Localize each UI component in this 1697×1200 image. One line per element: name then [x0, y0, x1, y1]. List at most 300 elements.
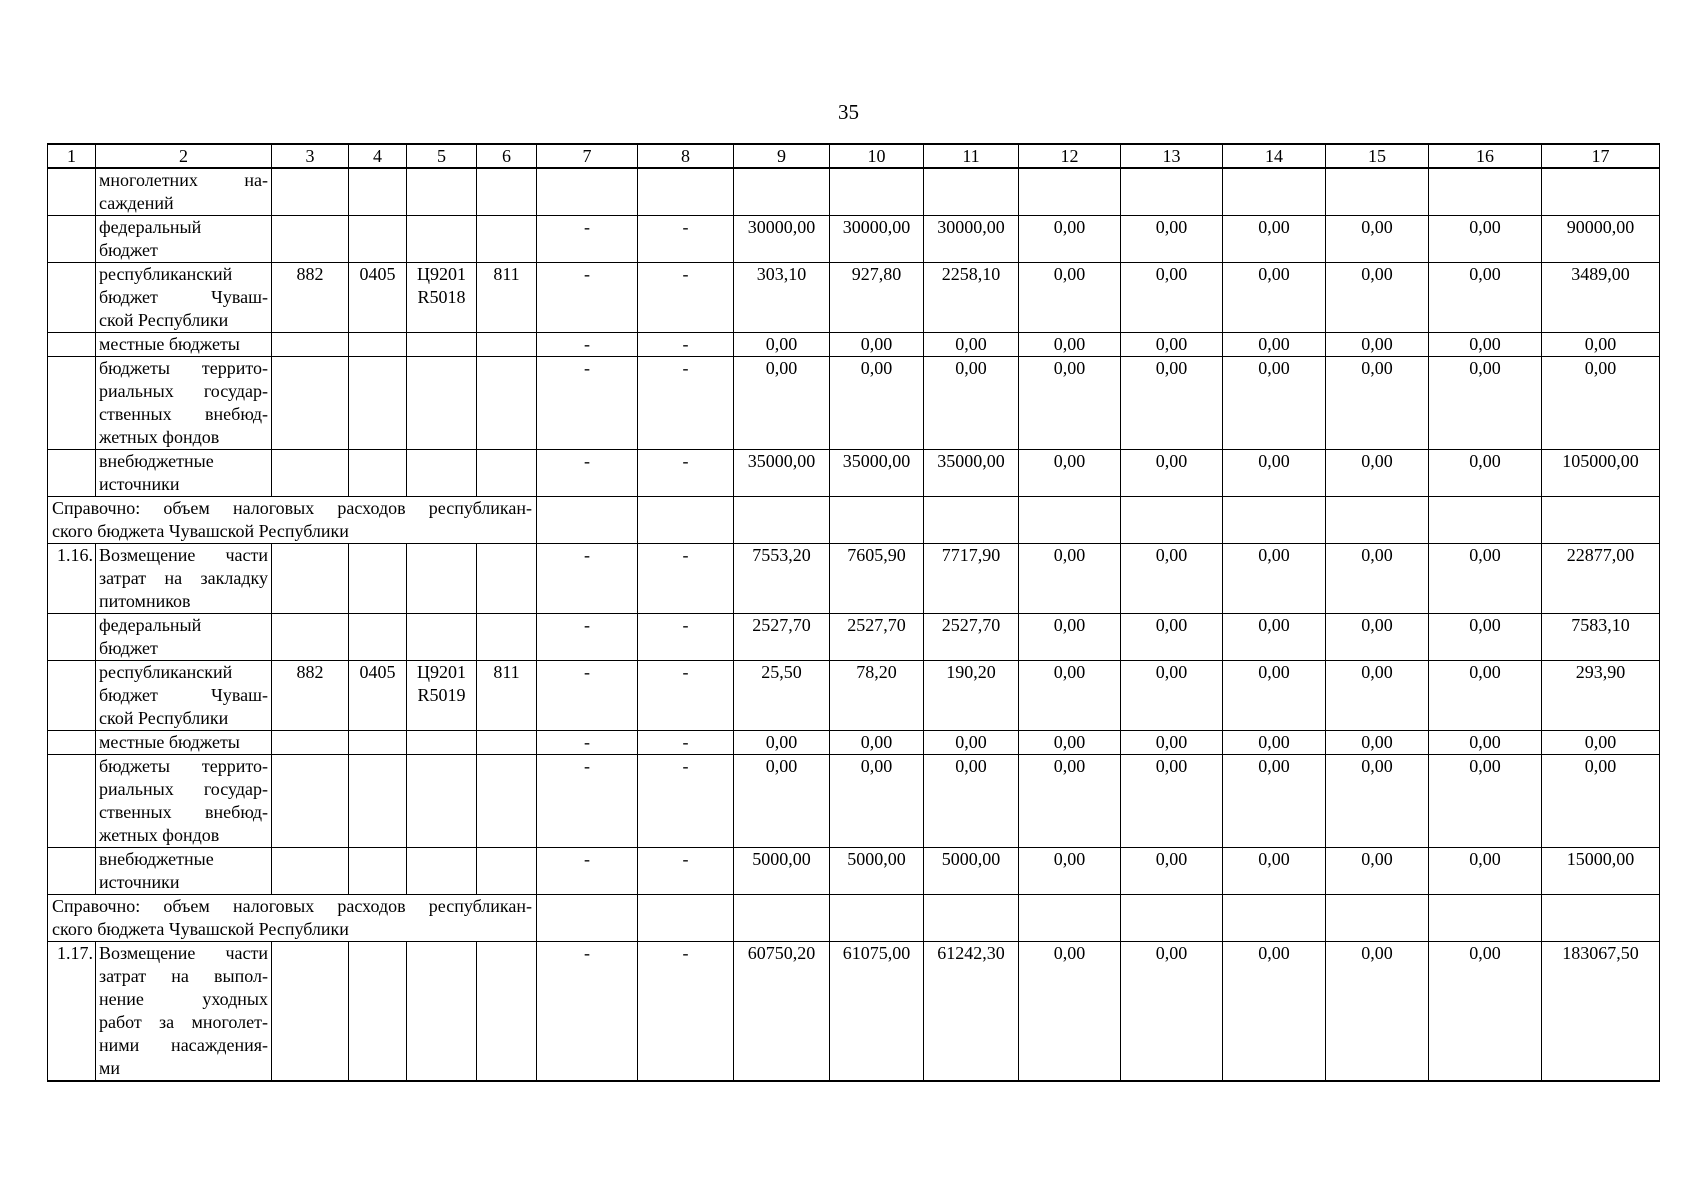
section-code — [349, 942, 407, 1082]
row-index — [48, 731, 96, 755]
row-label-line: ской Республики — [99, 708, 229, 728]
column-number: 1 — [48, 144, 96, 168]
ministry-code — [272, 450, 349, 497]
ministry-code — [272, 755, 349, 848]
table-row — [48, 942, 1660, 1082]
target-article-code — [407, 942, 477, 1082]
amount-cell — [1326, 168, 1429, 216]
amount-cell: 293,90 — [1542, 661, 1660, 731]
amount-cell: 0,00 — [1429, 755, 1542, 848]
row-index — [48, 450, 96, 497]
period-2020: - — [638, 263, 734, 333]
period-2020: - — [638, 357, 734, 450]
section-code — [349, 731, 407, 755]
amount-cell: 0,00 — [1121, 614, 1223, 661]
amount-cell: 0,00 — [924, 755, 1019, 848]
row-label-line: питомников — [99, 591, 191, 611]
amount-cell: 0,00 — [1223, 942, 1326, 1082]
column-number-row — [48, 144, 1660, 168]
amount-cell: 7583,10 — [1542, 614, 1660, 661]
target-article-code — [407, 731, 477, 755]
row-label-line: ственных внебюд- — [99, 404, 268, 424]
amount-cell — [830, 168, 924, 216]
amount-cell: 7605,90 — [830, 544, 924, 614]
amount-cell: 0,00 — [1326, 614, 1429, 661]
column-number: 4 — [349, 144, 407, 168]
reference-note — [48, 497, 537, 544]
expense-type-code — [477, 848, 537, 895]
target-article-code-line: Ц9201 — [417, 662, 466, 682]
section-code — [349, 755, 407, 848]
period-2020: - — [638, 450, 734, 497]
amount-cell: 0,00 — [1121, 755, 1223, 848]
period-2020: - — [638, 848, 734, 895]
amount-cell: 0,00 — [1121, 450, 1223, 497]
amount-cell: 0,00 — [830, 731, 924, 755]
expense-type-code — [477, 942, 537, 1082]
amount-cell: 78,20 — [830, 661, 924, 731]
amount-cell: 2527,70 — [830, 614, 924, 661]
row-label-line: саждений — [99, 193, 174, 213]
section-code: 0405 — [349, 263, 407, 333]
row-label-line: многолетних на- — [99, 170, 268, 190]
amount-cell: 0,00 — [1019, 614, 1121, 661]
section-code — [349, 848, 407, 895]
empty-cell — [734, 497, 830, 544]
row-label — [96, 755, 272, 848]
amount-cell: 0,00 — [1223, 755, 1326, 848]
amount-cell: 7717,90 — [924, 544, 1019, 614]
ministry-code — [272, 333, 349, 357]
row-index — [48, 357, 96, 450]
row-label-line: бюджет Чуваш- — [99, 685, 268, 705]
amount-cell: 60750,20 — [734, 942, 830, 1082]
reference-note-row — [48, 895, 1660, 942]
amount-cell: 0,00 — [1019, 661, 1121, 731]
amount-cell: 0,00 — [1429, 544, 1542, 614]
row-label-line: риальных государ- — [99, 381, 268, 401]
amount-cell: 0,00 — [1121, 216, 1223, 263]
amount-cell — [1223, 168, 1326, 216]
amount-cell: 0,00 — [1429, 263, 1542, 333]
amount-cell: 0,00 — [924, 731, 1019, 755]
row-label-line: затрат на выпол- — [99, 966, 268, 986]
amount-cell: 0,00 — [1121, 942, 1223, 1082]
amount-cell: 90000,00 — [1542, 216, 1660, 263]
row-label-line: республиканский — [99, 662, 233, 682]
period-2020 — [638, 168, 734, 216]
expense-type-code — [477, 544, 537, 614]
row-index — [48, 755, 96, 848]
row-label-line: внебюджетные — [99, 849, 214, 869]
empty-cell — [1542, 895, 1660, 942]
period-2019: - — [537, 755, 638, 848]
ministry-code — [272, 942, 349, 1082]
row-label — [96, 661, 272, 731]
row-label — [96, 216, 272, 263]
amount-cell: 61075,00 — [830, 942, 924, 1082]
amount-cell: 0,00 — [1429, 661, 1542, 731]
amount-cell: 0,00 — [924, 333, 1019, 357]
row-label-line: бюджеты террито- — [99, 358, 268, 378]
empty-cell — [1121, 497, 1223, 544]
row-index: 1.17. — [48, 942, 96, 1082]
column-number: 8 — [638, 144, 734, 168]
period-2019: - — [537, 333, 638, 357]
amount-cell: 0,00 — [734, 357, 830, 450]
empty-cell — [1121, 895, 1223, 942]
amount-cell: 0,00 — [830, 357, 924, 450]
amount-cell: 30000,00 — [830, 216, 924, 263]
amount-cell: 30000,00 — [924, 216, 1019, 263]
amount-cell: 35000,00 — [830, 450, 924, 497]
column-number: 17 — [1542, 144, 1660, 168]
amount-cell: 0,00 — [1019, 263, 1121, 333]
amount-cell: 0,00 — [734, 333, 830, 357]
amount-cell: 0,00 — [1429, 333, 1542, 357]
amount-cell — [734, 168, 830, 216]
expense-type-code — [477, 168, 537, 216]
amount-cell: 0,00 — [1429, 614, 1542, 661]
section-code — [349, 614, 407, 661]
row-label-line: жетных фондов — [99, 825, 220, 845]
row-label-line: местные бюджеты — [99, 732, 240, 752]
column-number: 11 — [924, 144, 1019, 168]
amount-cell: 2527,70 — [924, 614, 1019, 661]
expense-type-code — [477, 450, 537, 497]
row-label-line: Возмещение части — [99, 943, 268, 963]
amount-cell: 0,00 — [1121, 661, 1223, 731]
row-label-line: бюджет — [99, 240, 158, 260]
target-article-code — [407, 263, 477, 333]
amount-cell: 0,00 — [1326, 848, 1429, 895]
ministry-code: 882 — [272, 263, 349, 333]
target-article-code — [407, 614, 477, 661]
amount-cell: 0,00 — [1326, 661, 1429, 731]
row-index — [48, 661, 96, 731]
row-label-line: источники — [99, 474, 180, 494]
row-label — [96, 263, 272, 333]
column-number: 3 — [272, 144, 349, 168]
amount-cell: 0,00 — [1223, 848, 1326, 895]
amount-cell: 5000,00 — [734, 848, 830, 895]
amount-cell: 0,00 — [1223, 661, 1326, 731]
amount-cell: 0,00 — [1429, 450, 1542, 497]
row-label — [96, 544, 272, 614]
amount-cell: 0,00 — [1429, 731, 1542, 755]
column-number: 10 — [830, 144, 924, 168]
period-2020: - — [638, 661, 734, 731]
empty-cell — [1326, 497, 1429, 544]
ministry-code — [272, 614, 349, 661]
reference-note-line: ского бюджета Чувашской Республики — [52, 919, 349, 939]
row-label — [96, 731, 272, 755]
amount-cell: 0,00 — [1326, 357, 1429, 450]
target-article-code — [407, 544, 477, 614]
amount-cell: 0,00 — [1019, 848, 1121, 895]
row-label — [96, 942, 272, 1082]
expense-type-code — [477, 731, 537, 755]
row-index: 1.16. — [48, 544, 96, 614]
period-2020: - — [638, 333, 734, 357]
table-row — [48, 450, 1660, 497]
row-label-line: источники — [99, 872, 180, 892]
reference-note — [48, 895, 537, 942]
amount-cell — [924, 168, 1019, 216]
empty-cell — [1019, 497, 1121, 544]
amount-cell: 0,00 — [1121, 333, 1223, 357]
empty-cell — [1429, 895, 1542, 942]
table-row — [48, 216, 1660, 263]
target-article-code — [407, 168, 477, 216]
amount-cell: 7553,20 — [734, 544, 830, 614]
reference-note-row — [48, 497, 1660, 544]
table-row — [48, 357, 1660, 450]
column-number: 6 — [477, 144, 537, 168]
target-article-code — [407, 848, 477, 895]
column-number: 12 — [1019, 144, 1121, 168]
section-code — [349, 216, 407, 263]
amount-cell: 61242,30 — [924, 942, 1019, 1082]
amount-cell: 2527,70 — [734, 614, 830, 661]
amount-cell: 0,00 — [1223, 216, 1326, 263]
table-row — [48, 731, 1660, 755]
period-2020: - — [638, 942, 734, 1082]
amount-cell — [1429, 168, 1542, 216]
amount-cell: 0,00 — [1223, 731, 1326, 755]
amount-cell: 0,00 — [1019, 731, 1121, 755]
period-2019: - — [537, 216, 638, 263]
column-number: 5 — [407, 144, 477, 168]
target-article-code-line: R5018 — [417, 287, 466, 307]
amount-cell: 22877,00 — [1542, 544, 1660, 614]
target-article-code-line: Ц9201 — [417, 264, 466, 284]
amount-cell: 0,00 — [1223, 544, 1326, 614]
amount-cell: 0,00 — [1019, 544, 1121, 614]
ministry-code — [272, 357, 349, 450]
amount-cell: 0,00 — [734, 755, 830, 848]
row-label-line: ними насаждения- — [99, 1035, 268, 1055]
empty-cell — [924, 895, 1019, 942]
empty-cell — [638, 895, 734, 942]
row-index — [48, 263, 96, 333]
amount-cell: 0,00 — [1429, 848, 1542, 895]
amount-cell: 0,00 — [1121, 848, 1223, 895]
expense-type-code: 811 — [477, 661, 537, 731]
period-2019: - — [537, 661, 638, 731]
period-2019 — [537, 168, 638, 216]
empty-cell — [1326, 895, 1429, 942]
amount-cell: 0,00 — [1223, 614, 1326, 661]
row-label-line: внебюджетные — [99, 451, 214, 471]
amount-cell: 0,00 — [1326, 263, 1429, 333]
period-2019: - — [537, 731, 638, 755]
section-code — [349, 333, 407, 357]
amount-cell: 0,00 — [1223, 333, 1326, 357]
amount-cell: 0,00 — [1019, 216, 1121, 263]
empty-cell — [830, 497, 924, 544]
row-label-line: федеральный — [99, 217, 202, 237]
table-row — [48, 755, 1660, 848]
ministry-code — [272, 731, 349, 755]
target-article-code — [407, 755, 477, 848]
amount-cell: 0,00 — [830, 333, 924, 357]
column-number: 13 — [1121, 144, 1223, 168]
column-number: 14 — [1223, 144, 1326, 168]
row-index — [48, 333, 96, 357]
empty-cell — [1429, 497, 1542, 544]
target-article-code — [407, 450, 477, 497]
page-number: 35 — [838, 100, 859, 124]
amount-cell: 0,00 — [1223, 357, 1326, 450]
amount-cell: 0,00 — [1019, 333, 1121, 357]
row-index — [48, 216, 96, 263]
expense-type-code — [477, 357, 537, 450]
amount-cell: 190,20 — [924, 661, 1019, 731]
period-2019: - — [537, 450, 638, 497]
period-2019: - — [537, 544, 638, 614]
expense-type-code — [477, 333, 537, 357]
amount-cell: 0,00 — [1019, 942, 1121, 1082]
row-label-line: риальных государ- — [99, 779, 268, 799]
amount-cell: 0,00 — [924, 357, 1019, 450]
column-number: 15 — [1326, 144, 1429, 168]
amount-cell: 0,00 — [1326, 333, 1429, 357]
period-2019: - — [537, 263, 638, 333]
reference-note-line: Справочно: объем налоговых расходов республикан- — [52, 896, 532, 916]
row-label-line: Возмещение части — [99, 545, 268, 565]
row-label-line: ственных внебюд- — [99, 802, 268, 822]
amount-cell: 35000,00 — [734, 450, 830, 497]
empty-cell — [1223, 497, 1326, 544]
expense-type-code — [477, 614, 537, 661]
period-2020: - — [638, 216, 734, 263]
period-2019: - — [537, 614, 638, 661]
ministry-code: 882 — [272, 661, 349, 731]
period-2019: - — [537, 357, 638, 450]
amount-cell — [1019, 168, 1121, 216]
column-number: 16 — [1429, 144, 1542, 168]
empty-cell — [1542, 497, 1660, 544]
amount-cell: 25,50 — [734, 661, 830, 731]
amount-cell: 30000,00 — [734, 216, 830, 263]
target-article-code — [407, 661, 477, 731]
ministry-code — [272, 216, 349, 263]
row-label-line: жетных фондов — [99, 427, 220, 447]
amount-cell: 0,00 — [1429, 357, 1542, 450]
amount-cell: 0,00 — [830, 755, 924, 848]
period-2020: - — [638, 544, 734, 614]
amount-cell: 5000,00 — [924, 848, 1019, 895]
empty-cell — [1223, 895, 1326, 942]
amount-cell: 0,00 — [1542, 357, 1660, 450]
period-2020: - — [638, 614, 734, 661]
amount-cell: 0,00 — [1019, 357, 1121, 450]
section-code — [349, 357, 407, 450]
amount-cell: 0,00 — [734, 731, 830, 755]
empty-cell — [734, 895, 830, 942]
amount-cell: 0,00 — [1326, 755, 1429, 848]
row-label-line: затрат на закладку — [99, 568, 268, 588]
expense-type-code: 811 — [477, 263, 537, 333]
row-label-line: республиканский — [99, 264, 233, 284]
row-label-line: федеральный — [99, 615, 202, 635]
amount-cell: 927,80 — [830, 263, 924, 333]
amount-cell — [1542, 168, 1660, 216]
reference-note-line: ского бюджета Чувашской Республики — [52, 521, 349, 541]
target-article-code — [407, 333, 477, 357]
empty-cell — [830, 895, 924, 942]
column-number: 7 — [537, 144, 638, 168]
amount-cell: 0,00 — [1326, 544, 1429, 614]
section-code — [349, 450, 407, 497]
target-article-code-line: R5019 — [417, 685, 466, 705]
empty-cell — [638, 497, 734, 544]
period-2020: - — [638, 755, 734, 848]
row-index — [48, 614, 96, 661]
target-article-code — [407, 357, 477, 450]
row-label — [96, 333, 272, 357]
amount-cell: 2258,10 — [924, 263, 1019, 333]
amount-cell: 15000,00 — [1542, 848, 1660, 895]
table-row — [48, 263, 1660, 333]
row-label-line: бюджеты террито- — [99, 756, 268, 776]
ministry-code — [272, 168, 349, 216]
row-label — [96, 357, 272, 450]
period-2020: - — [638, 731, 734, 755]
table-row — [48, 333, 1660, 357]
table-row — [48, 661, 1660, 731]
row-label — [96, 168, 272, 216]
empty-cell — [537, 497, 638, 544]
row-label-line: работ за многолет- — [99, 1012, 268, 1032]
amount-cell: 183067,50 — [1542, 942, 1660, 1082]
row-label-line: ской Республики — [99, 310, 229, 330]
row-label-line: нение уходных — [99, 989, 268, 1009]
amount-cell: 0,00 — [1223, 263, 1326, 333]
row-label-line: ми — [99, 1058, 121, 1078]
row-index — [48, 848, 96, 895]
amount-cell: 0,00 — [1121, 263, 1223, 333]
amount-cell: 0,00 — [1121, 731, 1223, 755]
expense-type-code — [477, 755, 537, 848]
row-label — [96, 450, 272, 497]
section-code — [349, 544, 407, 614]
amount-cell: 0,00 — [1429, 942, 1542, 1082]
amount-cell: 0,00 — [1326, 450, 1429, 497]
amount-cell — [1121, 168, 1223, 216]
row-label — [96, 614, 272, 661]
section-code: 0405 — [349, 661, 407, 731]
period-2019: - — [537, 848, 638, 895]
amount-cell: 0,00 — [1019, 755, 1121, 848]
amount-cell: 0,00 — [1429, 216, 1542, 263]
amount-cell: 0,00 — [1326, 942, 1429, 1082]
expense-type-code — [477, 216, 537, 263]
period-2019: - — [537, 942, 638, 1082]
table-row — [48, 848, 1660, 895]
amount-cell: 0,00 — [1019, 450, 1121, 497]
table-row — [48, 614, 1660, 661]
budget-table — [47, 143, 1660, 1082]
amount-cell: 3489,00 — [1542, 263, 1660, 333]
section-code — [349, 168, 407, 216]
amount-cell: 0,00 — [1326, 731, 1429, 755]
amount-cell: 35000,00 — [924, 450, 1019, 497]
ministry-code — [272, 544, 349, 614]
amount-cell: 0,00 — [1326, 216, 1429, 263]
row-label-line: бюджет Чуваш- — [99, 287, 268, 307]
